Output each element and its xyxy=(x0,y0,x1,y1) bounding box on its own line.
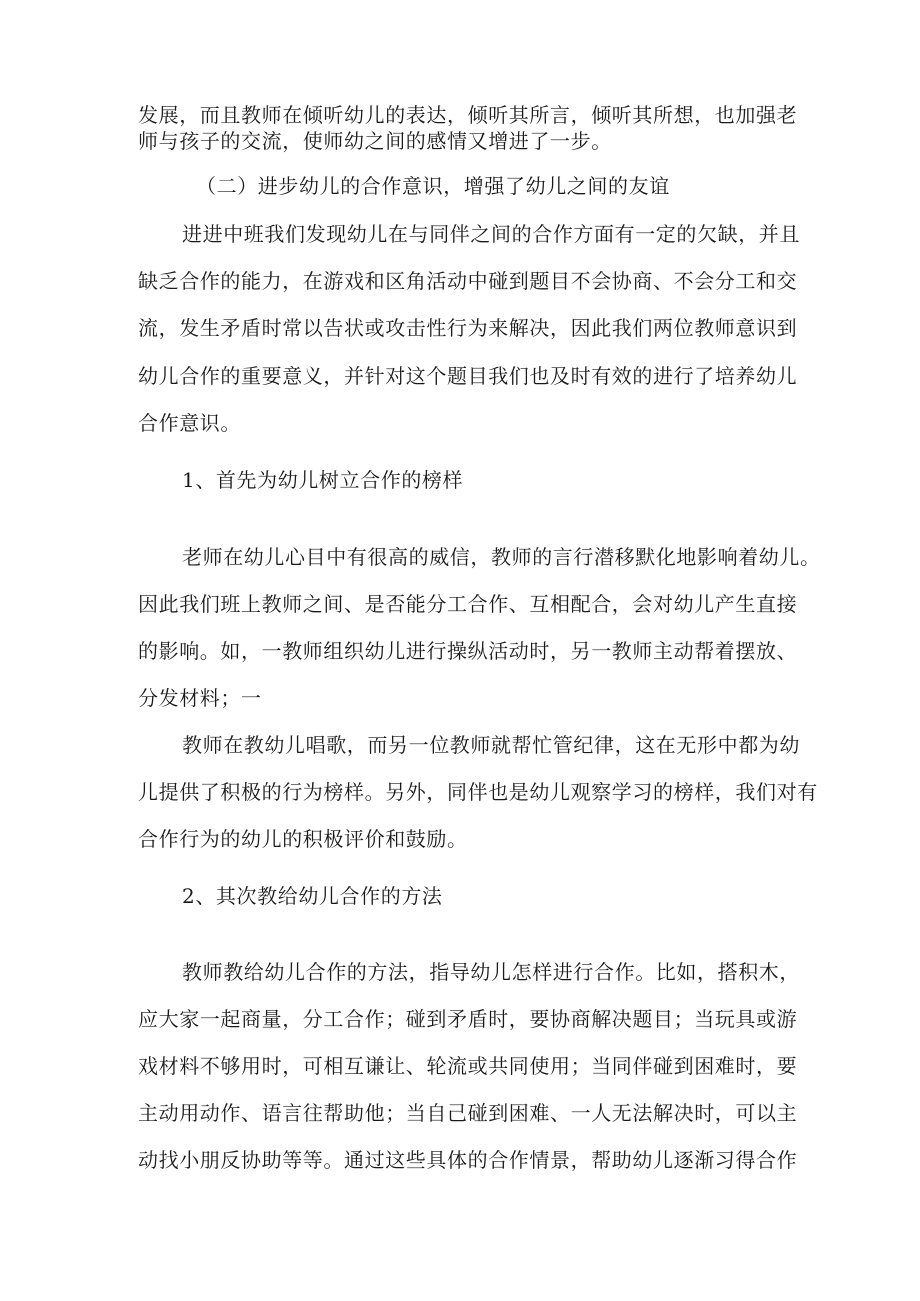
section-heading: （二）进步幼儿的合作意识，增强了幼儿之间的友谊 xyxy=(196,174,670,198)
paragraph-line: 动找小朋反协助等等。通过这些具体的合作情景，帮助幼儿逐渐习得合作 xyxy=(138,1148,798,1172)
paragraph-line: 的影响。如，一教师组织幼儿进行操纵活动时，另一教师主动帮着摆放、 xyxy=(138,639,798,663)
subsection-heading: 1、首先为幼儿树立合作的榜样 xyxy=(182,468,464,492)
paragraph-line: 缺乏合作的能力，在游戏和区角活动中碰到题目不会协商、不会分工和交 xyxy=(138,269,798,293)
paragraph-line: 教师教给幼儿合作的方法，指导幼儿怎样进行合作。比如，搭积木， xyxy=(182,960,800,984)
paragraph-line: 主动用动作、语言往帮助他；当自己碰到困难、一人无法解决时，可以主 xyxy=(138,1101,798,1125)
paragraph-line: 分发材料；一 xyxy=(138,686,262,710)
paragraph-line: 合作意识。 xyxy=(138,411,241,435)
paragraph-line: 合作行为的幼儿的积极评价和鼓励。 xyxy=(138,827,468,851)
paragraph-line: 因此我们班上教师之间、是否能分工合作、互相配合，会对幼儿产生直接 xyxy=(138,592,798,616)
paragraph-line: 应大家一起商量，分工合作；碰到矛盾时，要协商解决题目；当玩具或游 xyxy=(138,1007,798,1031)
paragraph-line: 教师在教幼儿唱歌，而另一位教师就帮忙管纪律，这在无形中都为幼 xyxy=(182,733,800,757)
paragraph-line: 老师在幼儿心目中有很高的威信，教师的言行潜移默化地影响着幼儿。 xyxy=(182,545,821,569)
paragraph-line: 幼儿合作的重要意义，并针对这个题目我们也及时有效的进行了培养幼儿 xyxy=(138,364,798,388)
paragraph-line: 儿提供了积极的行为榜样。另外，同伴也是幼儿观察学习的榜样，我们对有 xyxy=(138,780,818,804)
subsection-heading: 2、其次教给幼儿合作的方法 xyxy=(182,884,443,908)
paragraph-line: 师与孩子的交流，使师幼之间的感情又增进了一步。 xyxy=(138,129,612,153)
paragraph-line: 发展，而且教师在倾听幼儿的表达，倾听其所言，倾听其所想，也加强老 xyxy=(138,103,798,127)
paragraph-line: 戏材料不够用时，可相互谦让、轮流或共同使用；当同伴碰到困难时，要 xyxy=(138,1054,798,1078)
paragraph-line: 进进中班我们发现幼儿在与同伴之间的合作方面有一定的欠缺，并且 xyxy=(182,222,800,246)
paragraph-line: 流，发生矛盾时常以告状或攻击性行为来解决，因此我们两位教师意识到 xyxy=(138,316,798,340)
